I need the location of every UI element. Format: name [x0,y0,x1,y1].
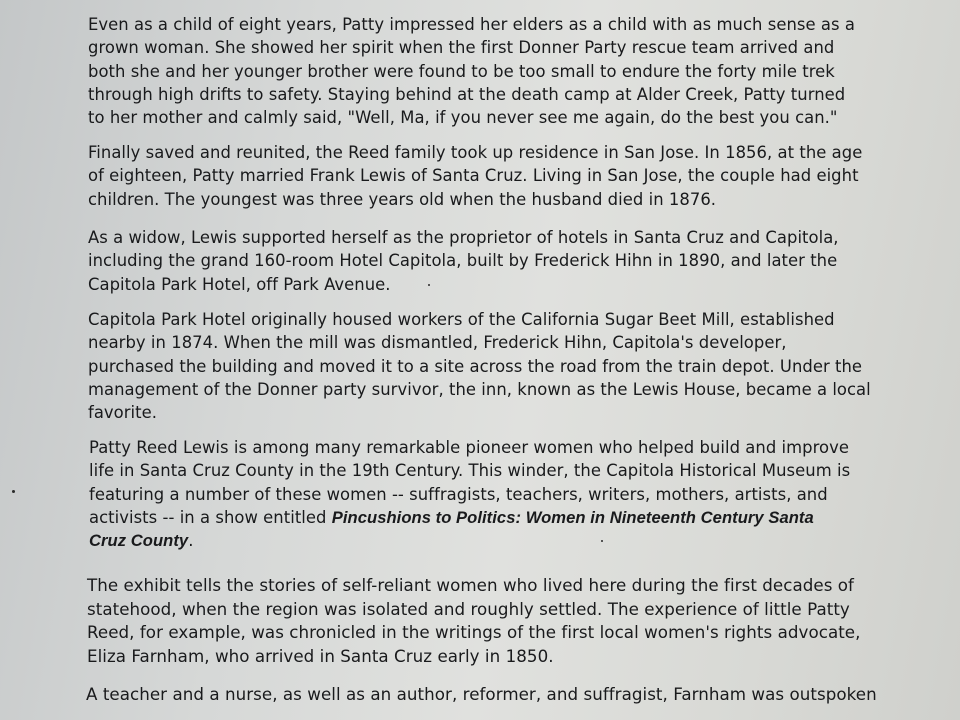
paragraph-pioneer-women-exhibit [89,436,951,552]
exhibit-title-italic: Cruz County [89,531,189,551]
text-line: purchased the building and moved it to a site across the road from the train depot. Under the [88,356,863,376]
text-line: both she and her younger brother were found to be too small to endure the forty mile trek [88,61,835,81]
text-line: As a widow, Lewis supported herself as the proprietor of hotels in Santa Cruz and Capitola, [88,228,839,247]
text-line: The exhibit tells the stories of self-reliant women who lived here during the first decades of [87,575,854,595]
paragraph-widow-hotels [88,226,950,296]
text-line: A teacher and a nurse, as well as an author, reformer, and suffragist, Farnham was outspoken [86,684,877,704]
paragraph-exhibit-stories [87,574,949,668]
text-line: life in Santa Cruz County in the 19th Century. This winder, the Capitola Historical Museum is [89,461,851,481]
text-run: . [188,531,194,551]
paragraph-capitola-park-hotel [88,308,950,424]
text-line: Eliza Farnham, who arrived in Santa Cruz early in 1850. [87,645,554,666]
text-line: to her mother and calmly said, "Well, Ma, if you never see me again, do the best you can." [88,108,838,128]
text-line: through high drifts to safety. Staying behind at the death camp at Alder Creek, Patty turned [88,84,846,104]
paper-speck [601,540,603,542]
text-line [89,506,951,529]
paragraph-farnham-partial [86,683,948,707]
paragraph-reed-family-san-jose [88,141,950,211]
exhibit-title-italic: Pincushions to Politics: Women in Nineteenth Century Santa [331,507,814,527]
text-line: Even as a child of eight years, Patty impressed her elders as a child with as much sense as a [88,15,855,34]
text-line: of eighteen, Patty married Frank Lewis of Santa Cruz. Living in San Jose, the couple had eight [88,166,859,186]
text-line: Reed, for example, was chronicled in the writings of the first local women's rights advocate, [87,622,861,643]
text-line: Patty Reed Lewis is among many remarkable pioneer women who helped build and improve [89,438,849,457]
text-line: children. The youngest was three years old when the husband died in 1876. [88,189,717,209]
text-line [89,529,951,552]
text-line: grown woman. She showed her spirit when the first Donner Party rescue team arrived and [88,38,835,58]
text-line: nearby in 1874. When the mill was dismantled, Frederick Hihn, Capitola's developer, [88,333,787,353]
paper-speck [12,490,15,493]
paper-speck [428,284,430,286]
text-line: statehood, when the region was isolated and roughly settled. The experience of little Patty [87,598,850,619]
text-line: Capitola Park Hotel, off Park Avenue. [88,274,391,294]
text-line: featuring a number of these women -- suffragists, teachers, writers, mothers, artists, and [89,484,828,504]
text-run: activists -- in a show entitled [89,507,332,527]
text-line: Finally saved and reunited, the Reed family took up residence in San Jose. In 1856, at the age [88,143,863,162]
text-line: Capitola Park Hotel originally housed workers of the California Sugar Beet Mill, established [88,310,835,329]
paragraph-patty-childhood [88,13,950,129]
text-line: favorite. [88,403,158,423]
text-line: including the grand 160-room Hotel Capitola, built by Frederick Hihn in 1890, and later the [88,251,838,271]
text-line: management of the Donner party survivor, the inn, known as the Lewis House, became a local [88,379,871,399]
